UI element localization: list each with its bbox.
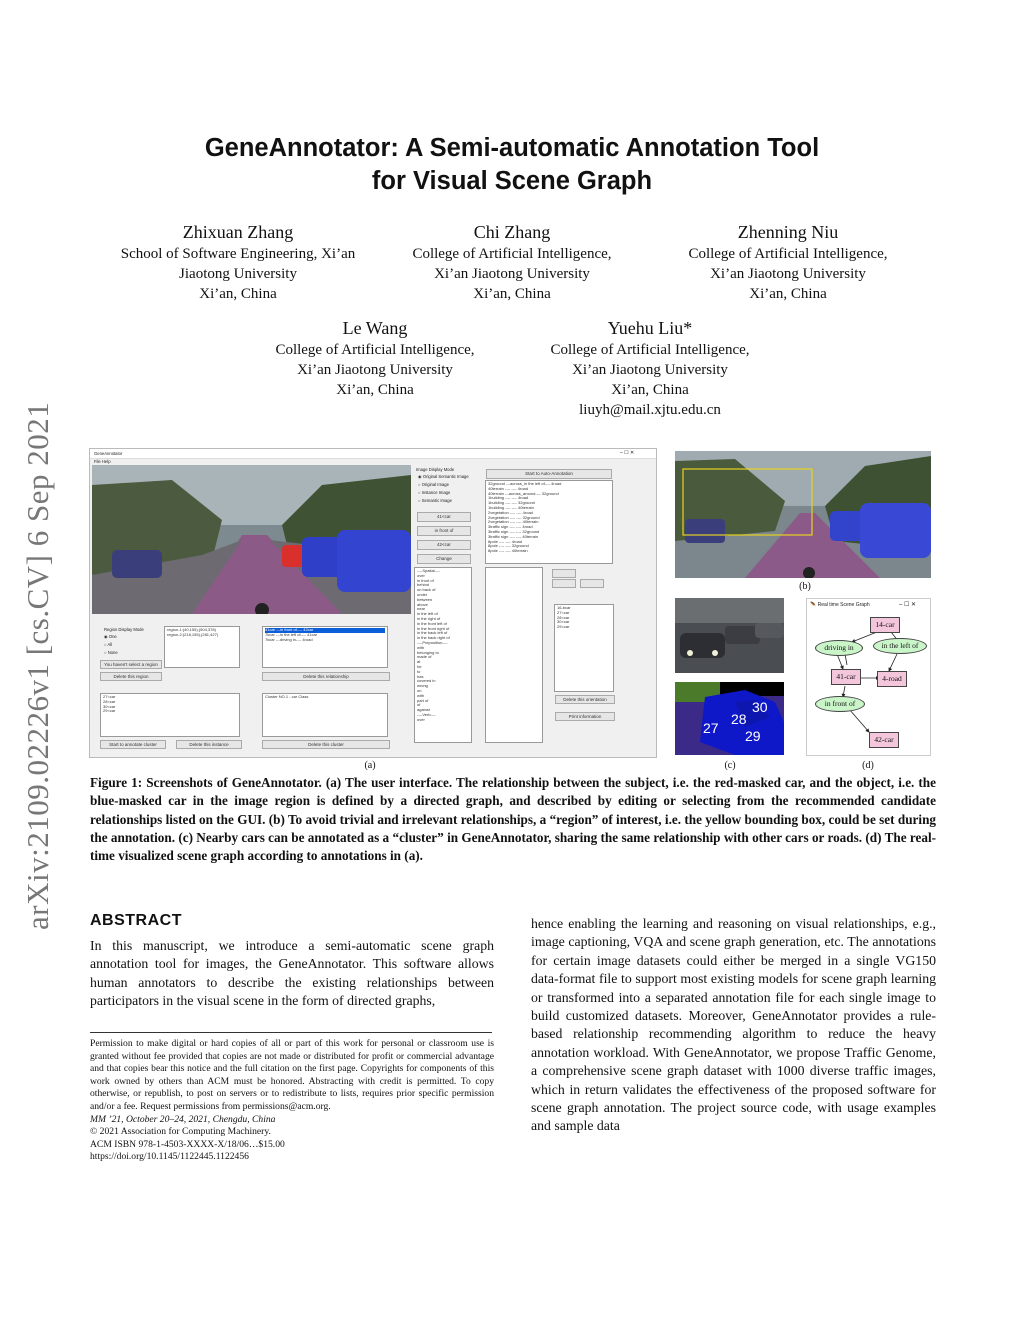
candidate-relationship-item[interactable]: 3traffic sign ---- ---- 32ground xyxy=(488,528,540,534)
author-affiliation: Xi’an, China xyxy=(336,382,414,398)
author-block xyxy=(374,221,650,304)
title-line-2: for Visual Scene Graph xyxy=(371,167,653,195)
predicate-item[interactable]: in the front right of xyxy=(417,625,450,631)
display-mode-label: Semantic Image xyxy=(421,498,452,503)
display-mode-option[interactable]: ○ Instance Image xyxy=(418,490,451,495)
delete-cluster-button[interactable]: Delete this cluster xyxy=(262,740,390,749)
display-mode-option[interactable]: ○ Original Image xyxy=(418,482,449,487)
candidate-relationship-item[interactable]: 8pole ---- ---- 32ground xyxy=(488,543,529,549)
cluster-number-30: 30 xyxy=(752,699,768,715)
predicate-item[interactable]: wrong xyxy=(417,683,428,689)
predicate-item[interactable]: under xyxy=(417,591,428,597)
footnote-divider xyxy=(90,1032,492,1033)
street-scene-svg xyxy=(92,465,411,614)
author-name: Yuehu Liu* xyxy=(607,318,693,338)
graph-node-in-front-of: in front of xyxy=(815,696,865,712)
candidate-relationship-item[interactable]: 3traffic sign ---- ---- 40terrain xyxy=(488,533,539,539)
figure-b-region-image xyxy=(675,451,931,578)
blank-button[interactable] xyxy=(552,569,576,578)
candidate-relationship-item[interactable]: 32ground ---across_in the left of---- 4road xyxy=(488,481,562,486)
object-field[interactable]: 42<car xyxy=(417,540,471,550)
candidate-relationship-item[interactable]: 1building ---- ---- 40terrain xyxy=(488,504,534,510)
graph-node-41-car: 41-car xyxy=(831,669,861,685)
relationship-item[interactable]: 7kcar ---driving in---- 4road xyxy=(265,636,313,642)
candidate-relationship-item[interactable]: 2vegetation ---- ---- 32ground xyxy=(488,514,540,520)
blank-button[interactable] xyxy=(580,579,604,588)
cluster-mask-svg xyxy=(675,682,784,755)
candidate-relationship-item[interactable]: 2vegetation ---- ---- 4road xyxy=(488,509,533,515)
graph-window-title: 🪶 Real time Scene Graph xyxy=(810,602,870,608)
candidate-relationships-list[interactable] xyxy=(485,480,613,564)
arxiv-identifier: arXiv:2109.02226v1 [cs.CV] 6 Sep 2021 xyxy=(20,401,55,930)
relation-field[interactable]: in front of xyxy=(417,526,471,536)
instance-item[interactable]: 28<car xyxy=(103,698,116,704)
figure-label-a: (a) xyxy=(364,760,376,771)
graph-node-42-car: 42-car xyxy=(869,732,899,748)
isbn: ACM ISBN 978-1-4503-XXXX-X/18/06…$15.00 xyxy=(90,1138,285,1150)
candidate-relationship-item[interactable]: 40terrain ---- ---- 4road xyxy=(488,485,529,491)
instance-item[interactable]: 30<car xyxy=(557,619,570,625)
delete-orientation-button[interactable]: Delete this orientation xyxy=(555,695,615,704)
predicate-item[interactable]: ----Verb---- xyxy=(417,711,436,717)
author-affiliation: Xi’an Jiaotong University xyxy=(710,266,866,282)
abstract-heading: ABSTRACT xyxy=(90,912,182,929)
instance-item[interactable]: 28<car xyxy=(557,614,570,620)
predicate-item[interactable]: in the back right of xyxy=(417,635,450,641)
author-block xyxy=(512,317,788,420)
figure-c-cars-photo xyxy=(675,598,784,673)
title-line-1: GeneAnnotator: A Semi-automatic Annotation Tool xyxy=(204,134,820,162)
predicate-item[interactable]: part of xyxy=(417,697,429,703)
predicate-item[interactable]: ----Preposition---- xyxy=(417,639,448,645)
region-mode-label: All xyxy=(107,642,113,647)
author-affiliation: Jiaotong University xyxy=(179,266,297,282)
candidate-relationship-item[interactable]: 1building ---- ---- 32ground xyxy=(488,500,535,506)
figure-a-gui-screenshot xyxy=(89,448,657,758)
graph-node-driving-in: driving in xyxy=(815,640,863,656)
predicate-item[interactable]: against xyxy=(417,707,430,713)
predicate-item[interactable]: with xyxy=(417,644,425,650)
author-affiliation: College of Artificial Intelligence, xyxy=(412,246,612,262)
cluster-list[interactable] xyxy=(262,693,388,737)
figure-caption: Figure 1: Screenshots of GeneAnnotator. (a) The user interface. The relationship between the subject, i.e. the red-masked car, and the object, i.e. the blue-masked car in the image region is defined by a directed graph, and described by editing or selecting from the recommended candidate relationships listed on the GUI. (b) To avoid trivial and irrelevant relationships, a “region” of interest, i.e. the yellow bounding box, could be set during the annotation. (c) Nearby cars can be annotated as a “cluster” in GeneAnnotator, sharing the same relationship with other cars or roads. (d) The real-time visualized scene graph according to annotations in (a). xyxy=(90,775,936,864)
region-item[interactable]: region-1:(40,155),(504,378) xyxy=(167,627,216,632)
display-mode-label: Original Image xyxy=(421,482,449,487)
paper-title xyxy=(0,132,1024,198)
author-affiliation: Xi’an Jiaotong University xyxy=(434,266,590,282)
author-affiliation: Xi’an, China xyxy=(749,286,827,302)
cars-photo-svg xyxy=(675,598,784,673)
change-button[interactable]: Change xyxy=(417,554,471,564)
author-affiliation: School of Software Engineering, Xi’an xyxy=(120,246,356,262)
figure-label-d: (d) xyxy=(862,760,874,771)
footnote xyxy=(90,1038,494,1164)
graph-window-title-text: Real time Scene Graph xyxy=(817,602,870,608)
candidate-relationship-item[interactable]: 8pole ---- ---- 40terrain xyxy=(488,548,528,554)
figure-label-b: (b) xyxy=(799,581,811,592)
display-mode-label: Instance Image xyxy=(421,490,451,495)
doi-link[interactable]: https://doi.org/10.1145/1122445.1122456 xyxy=(90,1151,249,1163)
instance-item[interactable]: 27<car xyxy=(103,694,116,699)
relationship-item[interactable]: 41car ---in front of---- 42car xyxy=(265,628,385,633)
author-affiliation: Xi’an Jiaotong University xyxy=(297,362,453,378)
predicate-item[interactable]: to xyxy=(417,668,421,674)
figure-c-cluster-mask xyxy=(675,682,784,755)
display-mode-option[interactable]: ◉ Original Semantic Image xyxy=(418,474,469,479)
predicate-item[interactable]: on back of xyxy=(417,587,436,593)
window-controls-icon: – ☐ ✕ xyxy=(899,602,917,608)
region-mode-label: One xyxy=(108,634,117,639)
select-region-button[interactable]: You haven't select a region xyxy=(100,660,162,669)
predicate-item[interactable]: has xyxy=(417,673,424,679)
predicate-item[interactable]: above xyxy=(417,601,428,607)
graph-node-4-road: 4-road xyxy=(877,671,907,687)
permission-notice: Permission to make digital or hard copies of all or part of this work for personal or classroom use is granted without fee provided that copies are not made or distributed for profit or commercial advantage and that copies bear this notice and the full citation on the first page. Copyrights for components of this work owned by others than ACM must be honored. Abstracting with credit is permitted. To copy otherwise, or republish, to post on servers or to redistribute to lists, requires prior specific permission and/or a fee. Request permissions from permissions@acm.org. xyxy=(90,1038,494,1112)
predicate-item[interactable]: over xyxy=(417,716,425,722)
cluster-number-29: 29 xyxy=(745,728,761,744)
display-mode-title: Image Display Mode xyxy=(416,467,455,472)
delete-relationship-button[interactable]: Delete this relationship xyxy=(262,672,390,681)
relationship-item[interactable]: 7kcar ---in the left of---- 41car xyxy=(265,631,318,637)
candidate-relationship-item[interactable]: 1building ---- ---- 4road xyxy=(488,495,529,501)
delete-instance-button[interactable]: Delete this instance xyxy=(176,740,242,749)
subject-field[interactable]: 41<car xyxy=(417,512,471,522)
conference-info: MM ’21, October 20–24, 2021, Chengdu, China xyxy=(90,1113,276,1125)
delete-region-button[interactable]: Delete this region xyxy=(100,672,162,681)
abstract-text-left: In this manuscript, we introduce a semi-automatic scene graph annotation tool for images, the GeneAnnotator. This software allows human annotators to describe the existing relationships between participators in the visual scene in the form of directed graphs, xyxy=(90,938,494,1009)
display-mode-label: Original Semantic Image xyxy=(422,474,469,479)
candidate-relationship-item[interactable]: 40terrain ---across_around---- 32ground xyxy=(488,490,559,496)
region-mode-option[interactable]: ◉ One xyxy=(104,634,117,639)
author-affiliation: College of Artificial Intelligence, xyxy=(550,342,750,358)
graph-node-14-car: 14-car xyxy=(870,617,900,633)
predicate-item[interactable]: in the right of xyxy=(417,615,441,621)
author-affiliation: Xi’an, China xyxy=(473,286,551,302)
author-affiliation: Xi’an Jiaotong University xyxy=(572,362,728,378)
cluster-number-28: 28 xyxy=(731,711,747,727)
predicate-item[interactable]: in front of xyxy=(417,577,434,583)
instance-item[interactable]: 29<car xyxy=(103,708,116,714)
start-cluster-button[interactable]: Start to annotate cluster xyxy=(100,740,166,749)
candidate-relationship-item[interactable]: 8pole ---- ---- 4road xyxy=(488,538,523,544)
street-scene-image xyxy=(92,465,411,614)
author-affiliation: Xi’an, China xyxy=(611,382,689,398)
relationship-list[interactable] xyxy=(262,626,388,668)
predicate-item[interactable]: for xyxy=(417,663,422,669)
author-block xyxy=(237,317,513,400)
author-name: Le Wang xyxy=(342,318,408,338)
auto-annotation-button[interactable]: Start to Auto-Annotation xyxy=(486,469,612,479)
author-email: liuyh@mail.xjtu.edu.cn xyxy=(579,402,721,418)
gui-titlebar xyxy=(90,449,656,459)
right-instance-list[interactable] xyxy=(554,604,614,692)
instance-list[interactable] xyxy=(100,693,240,737)
predicate-item[interactable]: belonging to xyxy=(417,649,439,655)
blank-button[interactable] xyxy=(552,579,576,588)
region-mode-label: None xyxy=(107,650,118,655)
gui-window-title: GeneAnnotator xyxy=(94,451,123,456)
candidate-relationship-item[interactable]: 3traffic sign ---- ---- 4road xyxy=(488,524,533,530)
author-block xyxy=(100,221,376,304)
predicate-item[interactable]: at xyxy=(417,659,421,665)
predicate-item[interactable]: of xyxy=(417,702,421,708)
predicate-item[interactable]: covered in xyxy=(417,678,436,684)
copyright-notice: © 2021 Association for Computing Machinery. xyxy=(90,1126,271,1138)
instance-item[interactable]: 30<car xyxy=(103,703,116,709)
instance-item[interactable]: 16-bcar xyxy=(557,605,571,610)
print-information-button[interactable]: Print information xyxy=(555,712,615,721)
author-name: Zhenning Niu xyxy=(737,222,839,242)
author-affiliation: Xi’an, China xyxy=(199,286,277,302)
graph-node-in-the-left-of: in the left of xyxy=(873,638,927,654)
predicate-item[interactable]: ----Spatial---- xyxy=(417,568,440,573)
predicate-item[interactable]: in the back left of xyxy=(417,630,448,636)
predicate-item[interactable]: made of xyxy=(417,654,432,660)
empty-list-panel[interactable] xyxy=(485,567,543,743)
predicate-item[interactable]: with xyxy=(417,692,425,698)
region-mode-title: Region Display Mode xyxy=(104,627,144,632)
author-affiliation: College of Artificial Intelligence, xyxy=(275,342,475,358)
cluster-number-27: 27 xyxy=(703,720,719,736)
author-block xyxy=(650,221,926,304)
abstract-text-right: hence enabling the learning and reasoning on visual relationships, e.g., image captioning, VQA and scene graph generation, etc. The annotations for certain image datasets could either be merged in a single VG150 data-format file to support most existing models for scene graph learning or transformed into a separated annotation file for each single image to build customized datasets. Moreover, GeneAnnotator provides a rule-based relationship recommending algorithm to reduce the heavy annotation workload. With GeneAnnotator, we propose Traffic Genome, a comprehensive scene graph dataset with 1000 diverse traffic images, which in return validates the effectiveness of the proposed software for scene graph annotation. The project source code, with usage examples and sample data xyxy=(531,916,936,1134)
predicate-list[interactable] xyxy=(414,567,472,743)
region-item[interactable]: region-2:(218,155),(281,427) xyxy=(167,631,219,637)
predicate-item[interactable]: on xyxy=(417,687,422,693)
display-mode-option[interactable]: ○ Semantic Image xyxy=(418,498,452,503)
predicate-item[interactable]: near xyxy=(417,606,426,612)
predicate-item[interactable]: between xyxy=(417,596,433,602)
window-controls-icon: – ☐ ✕ xyxy=(620,450,635,456)
predicate-item[interactable]: in the front left of xyxy=(417,620,447,626)
figure-label-c: (c) xyxy=(724,760,736,771)
region-street-svg xyxy=(675,451,931,578)
region-list[interactable] xyxy=(164,626,240,668)
region-mode-option[interactable]: ○ None xyxy=(104,650,118,655)
instance-item[interactable]: 29<car xyxy=(557,624,570,630)
author-affiliation: College of Artificial Intelligence, xyxy=(688,246,888,262)
candidate-relationship-item[interactable]: 2vegetation ---- ---- 40terrain xyxy=(488,519,539,525)
figure-d-scene-graph xyxy=(806,598,931,756)
author-name: Zhixuan Zhang xyxy=(182,222,294,242)
predicate-item[interactable]: behind xyxy=(417,582,430,588)
region-mode-option[interactable]: ○ All xyxy=(104,642,113,647)
predicate-item[interactable]: over xyxy=(417,572,425,578)
cluster-item[interactable]: Cluster NO.1 - car Class xyxy=(265,694,309,699)
instance-item[interactable]: 27<car xyxy=(557,609,570,615)
predicate-item[interactable]: in the left of xyxy=(417,611,438,617)
gui-menu: File Help xyxy=(94,459,111,464)
author-name: Chi Zhang xyxy=(473,222,551,242)
